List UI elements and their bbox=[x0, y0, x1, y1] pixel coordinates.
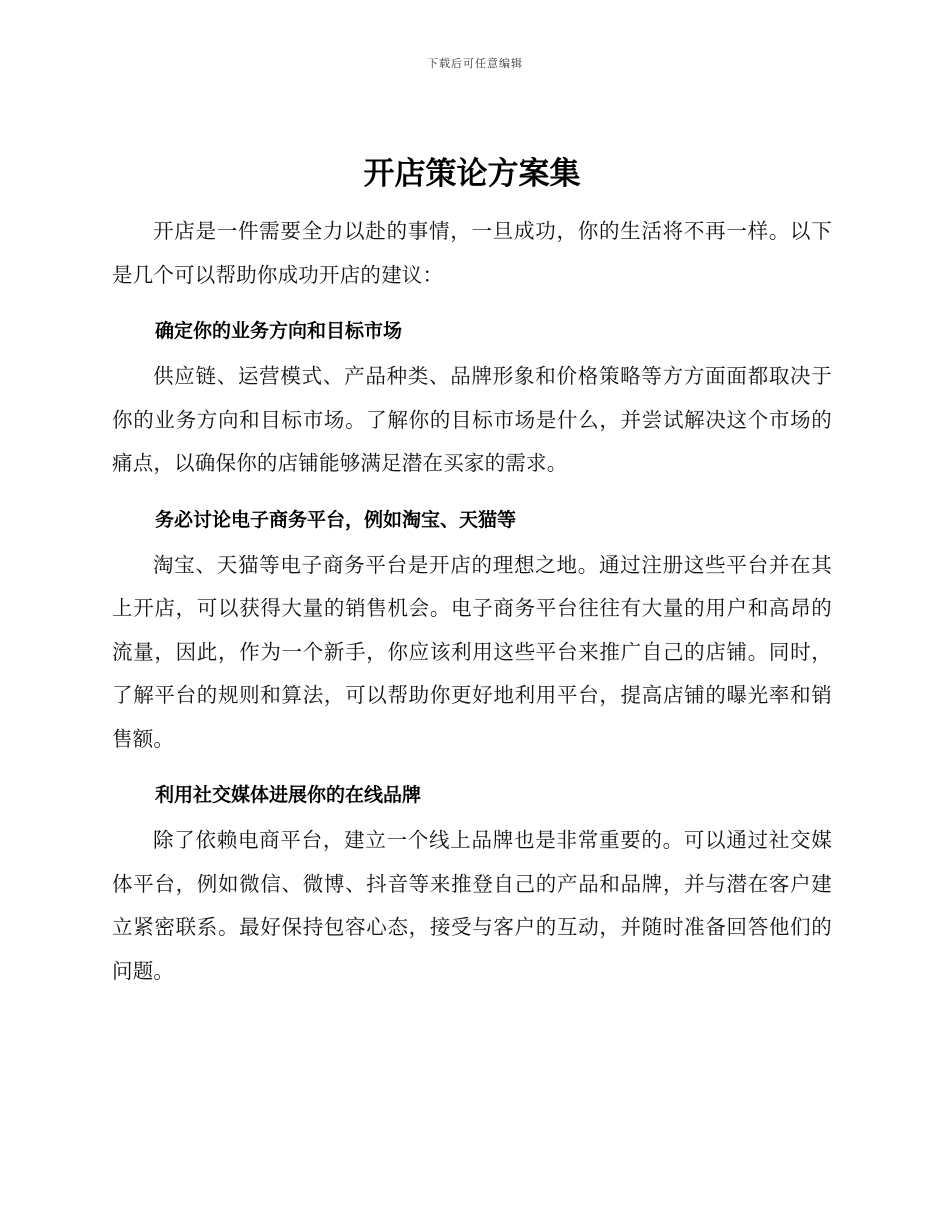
section-heading: 务必讨论电子商务平台，例如淘宝、天猫等 bbox=[155, 508, 517, 531]
section-social-media-brand bbox=[112, 779, 832, 993]
section-heading: 利用社交媒体进展你的在线品牌 bbox=[155, 784, 422, 806]
intro-paragraph: 开店是一件需要全力以赴的事情，一旦成功，你的生活将不再一样。以下是几个可以帮助你成功开店的建议： bbox=[112, 219, 832, 287]
section-paragraph: 供应链、运营模式、产品种类、品牌形象和价格策略等方方面面都取决于你的业务方向和目标市场。了解你的目标市场是什么，并尝试解决这个市场的痛点，以确保你的店铺能够满足潜在买家的需求。 bbox=[112, 364, 832, 475]
header-note: 下载后可任意编辑 bbox=[427, 57, 523, 70]
section-paragraph: 淘宝、天猫等电子商务平台是开店的理想之地。通过注册这些平台并在其上开店，可以获得大量的销售机会。电子商务平台往往有大量的用户和高昂的流量，因此，作为一个新手，你应该利用这些平台来推广自己的店铺。同时，了解平台的规则和算法，可以帮助你更好地利用平台，提高店铺的曝光率和销售额。 bbox=[112, 552, 832, 751]
document-title: 开店策论方案集 bbox=[363, 156, 581, 192]
section-ecommerce-platforms bbox=[112, 504, 832, 762]
document-body bbox=[112, 148, 832, 993]
section-business-direction bbox=[112, 315, 832, 486]
section-heading: 确定你的业务方向和目标市场 bbox=[155, 320, 403, 342]
section-paragraph: 除了依赖电商平台，建立一个线上品牌也是非常重要的。可以通过社交媒体平台，例如微信、微博、抖音等来推登自己的产品和品牌，并与潜在客户建立紧密联系。最好保持包容心态，接受与客户的互动，并随时准备回答他们的问题。 bbox=[112, 828, 832, 983]
